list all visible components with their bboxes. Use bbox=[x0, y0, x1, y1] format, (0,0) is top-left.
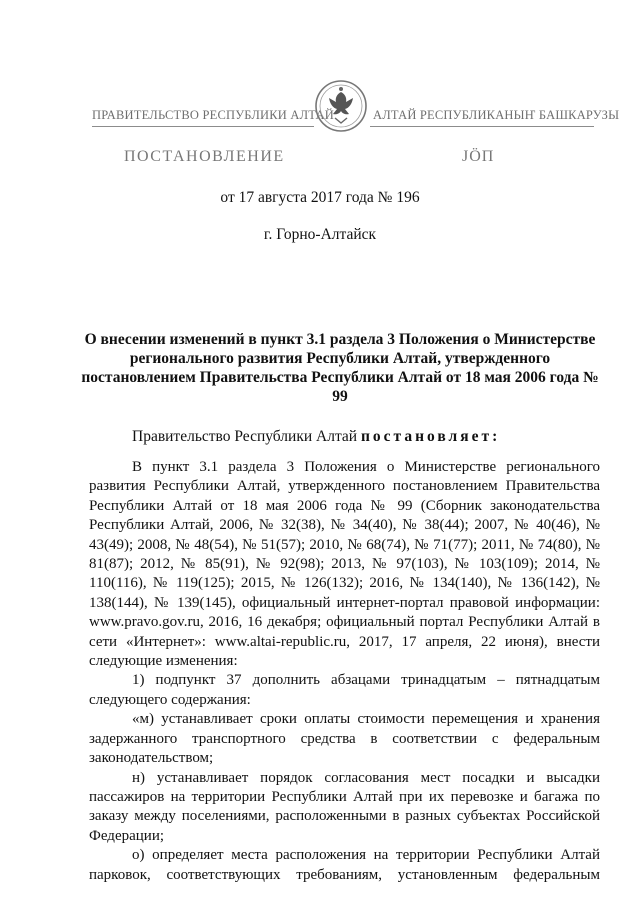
document-type-russian: ПОСТАНОВЛЕНИЕ bbox=[124, 148, 285, 165]
body-paragraph: о) определяет места расположения на территории Республики Алтай парковок, соответствующих требованиям, установленным федеральным bbox=[89, 847, 600, 883]
date-and-number: от 17 августа 2017 года № 196 bbox=[220, 189, 420, 206]
document-body bbox=[89, 458, 600, 885]
city: г. Горно-Алтайск bbox=[263, 226, 377, 243]
government-name-altai: АЛТАЙ РЕСПУБЛИКАНЫҤ БАШКАРУЗЫ bbox=[373, 108, 620, 122]
decree-subject: Правительство Республики Алтай bbox=[132, 428, 358, 445]
body-paragraph: 1) подпункт 37 дополнить абзацами тринадцатым – пятнадцатым следующего содержания: bbox=[89, 672, 600, 708]
body-paragraph: В пункт 3.1 раздела 3 Положения о Министерстве регионального развития Республики Алтай, утвержденного постановлением Правительства Республики Алтай от 18 мая 2006 года № 99 (Сборник законодательства Республики Алтай, 2006, № 32(38), № 34(40), № 38(44); 2007, № 40(46), № 43(49); 2008, № 48(54), № 51(57); 2010, № 68(74), № 71(77); 2011, № 74(80), № 81(87); 2012, № 85(91), № 92(98); 2013, № 97(103), № 103(109); 2014, № 110(116), № 119(125); 2015, № 126(132); 2016, № 134(140), № 136(142), № 138(144), № 139(145), официальный интернет-портал правовой информации: www.pravo.gov.ru, 2016, 16 декабря; официальный портал Республики Алтай в сети «Интернет»: www.altai-republic.ru, 2017, 17 апреля, 22 июня), внести следующие изменения: bbox=[89, 459, 600, 670]
document-heading: О внесении изменений в пункт 3.1 раздела 3 Положения о Министерстве регионального развития Республики Алтай, утвержденного постановлением Правительства Республики Алтай от 18 мая 2006 года № 99 bbox=[81, 331, 599, 405]
header-rule-left bbox=[92, 126, 314, 127]
government-name-russian: ПРАВИТЕЛЬСТВО РЕСПУБЛИКИ АЛТАЙ bbox=[92, 108, 334, 122]
body-paragraph: «м) устанавливает сроки оплаты стоимости перемещения и хранения задержанного транспортного средства в соответствии с федеральным законодательством; bbox=[89, 711, 600, 767]
decree-line bbox=[132, 428, 500, 446]
decree-verb: постановляет: bbox=[360, 428, 501, 445]
header-rule-right bbox=[370, 126, 594, 127]
coat-of-arms-emblem bbox=[313, 78, 369, 134]
document-type-altai: ЈӦП bbox=[462, 148, 495, 165]
body-paragraph: н) устанавливает порядок согласования мест посадки и высадки пассажиров на территории Республики Алтай при их перевозке и багажа по заказу между поселениями, расположенными в разных субъектах Российской Федерации; bbox=[89, 769, 600, 844]
